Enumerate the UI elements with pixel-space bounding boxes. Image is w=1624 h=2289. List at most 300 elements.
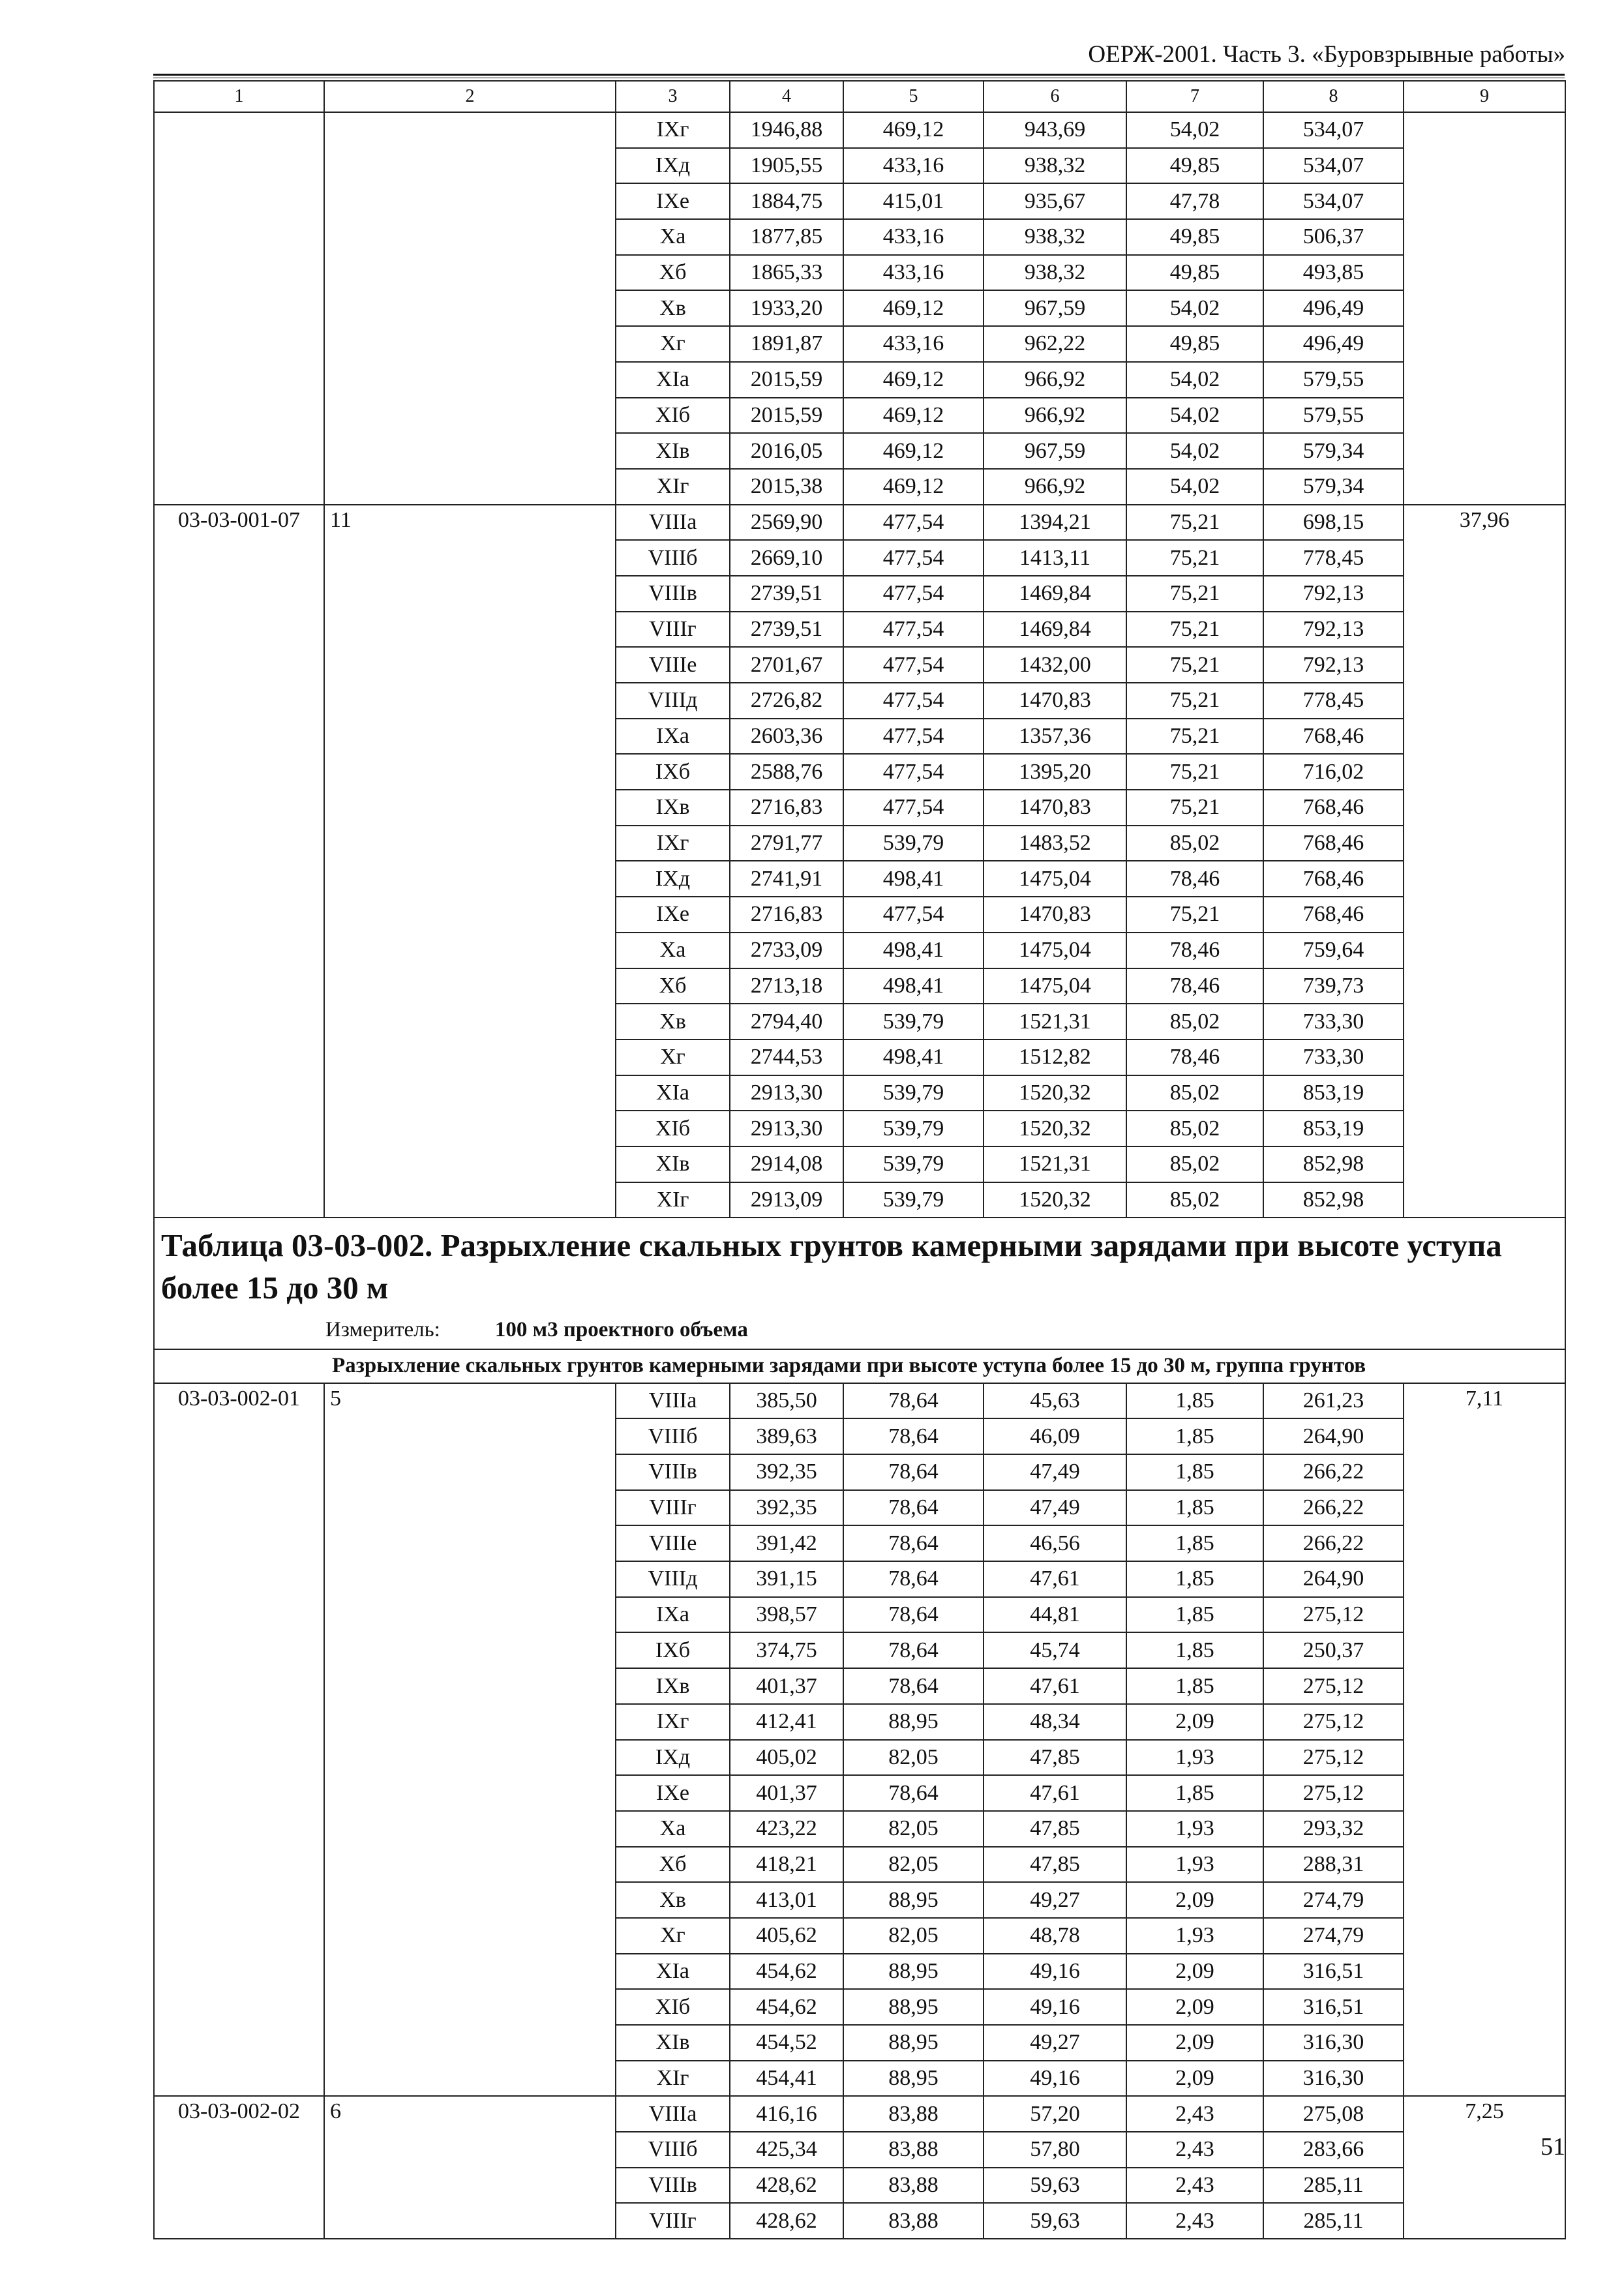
value-cell: 2,09 [1126,1954,1263,1990]
value-cell: 1521,31 [984,1004,1126,1040]
value-cell: 1357,36 [984,719,1126,755]
value-cell: 59,63 [984,2203,1126,2239]
value-cell: 78,64 [843,1632,984,1668]
value-cell: 78,64 [843,1525,984,1561]
value-cell: 967,59 [984,433,1126,469]
subgroup-cell: XIа [616,1954,730,1990]
value-cell: 477,54 [843,505,984,541]
value-cell: 85,02 [1126,1111,1263,1146]
value-cell: 416,16 [730,2096,843,2132]
value-cell: 54,02 [1126,112,1263,148]
value-cell: 1470,83 [984,683,1126,719]
value-cell: 392,35 [730,1490,843,1526]
value-cell: 2015,59 [730,362,843,398]
value-cell: 1483,52 [984,826,1126,861]
subgroup-cell: Xв [616,1004,730,1040]
group-cell [324,112,616,505]
value-cell: 2913,30 [730,1111,843,1146]
value-cell: 85,02 [1126,1075,1263,1111]
value-cell: 47,61 [984,1775,1126,1811]
value-cell: 477,54 [843,612,984,648]
value-cell: 1521,31 [984,1146,1126,1182]
value-cell: 398,57 [730,1597,843,1633]
value-cell: 2913,09 [730,1182,843,1218]
value-cell: 75,21 [1126,897,1263,933]
value-cell: 49,27 [984,1882,1126,1918]
value-cell: 392,35 [730,1454,843,1490]
value-cell: 405,62 [730,1918,843,1954]
value-cell: 45,74 [984,1632,1126,1668]
value-cell: 935,67 [984,183,1126,219]
subgroup-cell: IXе [616,1775,730,1811]
value-cell: 1884,75 [730,183,843,219]
value-cell: 539,79 [843,1146,984,1182]
rate-code-cell: 03-03-001-07 [154,505,324,1218]
value-cell: 1520,32 [984,1111,1126,1146]
value-cell: 274,79 [1263,1918,1404,1954]
value-cell: 1469,84 [984,612,1126,648]
value-cell: 275,12 [1263,1740,1404,1776]
value-cell: 88,95 [843,1954,984,1990]
subgroup-cell: XIв [616,2025,730,2061]
value-cell: 316,30 [1263,2061,1404,2097]
value-cell: 477,54 [843,647,984,683]
col9-cell: 37,96 [1404,505,1565,1218]
value-cell: 75,21 [1126,505,1263,541]
value-cell: 82,05 [843,1918,984,1954]
value-cell: 938,32 [984,219,1126,255]
value-cell: 82,05 [843,1847,984,1883]
subgroup-cell: IXе [616,897,730,933]
value-cell: 433,16 [843,326,984,362]
value-cell: 88,95 [843,1882,984,1918]
value-cell: 1475,04 [984,861,1126,897]
value-cell: 78,46 [1126,861,1263,897]
value-cell: 1413,11 [984,540,1126,576]
value-cell: 1,93 [1126,1740,1263,1776]
subgroup-cell: XIв [616,433,730,469]
value-cell: 47,78 [1126,183,1263,219]
value-cell: 2794,40 [730,1004,843,1040]
value-cell: 739,73 [1263,968,1404,1004]
value-cell: 1469,84 [984,576,1126,612]
measure-row [154,1312,1565,1349]
value-cell: 1,85 [1126,1525,1263,1561]
subgroup-cell: IXв [616,1668,730,1704]
value-cell: 75,21 [1126,540,1263,576]
value-cell: 496,49 [1263,326,1404,362]
value-cell: 266,22 [1263,1454,1404,1490]
subgroup-cell: IXа [616,719,730,755]
value-cell: 1395,20 [984,754,1126,790]
value-cell: 1520,32 [984,1075,1126,1111]
column-number: 7 [1126,81,1263,112]
value-cell: 78,46 [1126,1040,1263,1075]
value-cell: 469,12 [843,290,984,326]
value-cell: 47,85 [984,1740,1126,1776]
value-cell: 85,02 [1126,826,1263,861]
header-rule [153,74,1565,76]
value-cell: 405,02 [730,1740,843,1776]
value-cell: 46,56 [984,1525,1126,1561]
value-cell: 2015,38 [730,469,843,505]
subgroup-cell: Xг [616,1918,730,1954]
subgroup-cell: VIIIв [616,576,730,612]
value-cell: 2914,08 [730,1146,843,1182]
value-cell: 316,51 [1263,1989,1404,2025]
subgroup-cell: IXг [616,1704,730,1740]
value-cell: 2,09 [1126,1989,1263,2025]
value-cell: 477,54 [843,719,984,755]
subgroup-cell: VIIIб [616,540,730,576]
value-cell: 2569,90 [730,505,843,541]
value-cell: 418,21 [730,1847,843,1883]
rate-code-cell [154,112,324,505]
value-cell: 57,80 [984,2132,1126,2168]
subgroup-cell: IXе [616,183,730,219]
value-cell: 54,02 [1126,469,1263,505]
subgroup-cell: VIIIа [616,505,730,541]
subgroup-cell: Xа [616,1811,730,1847]
value-cell: 78,64 [843,1383,984,1419]
value-cell: 493,85 [1263,255,1404,291]
group-cell: 5 [324,1383,616,2097]
value-cell: 1905,55 [730,148,843,184]
value-cell: 1865,33 [730,255,843,291]
value-cell: 374,75 [730,1632,843,1668]
subgroup-cell: VIIIа [616,1383,730,1419]
value-cell: 2739,51 [730,576,843,612]
value-cell: 469,12 [843,433,984,469]
value-cell: 82,05 [843,1811,984,1847]
column-number: 8 [1263,81,1404,112]
value-cell: 768,46 [1263,719,1404,755]
rate-code-cell: 03-03-002-02 [154,2096,324,2239]
value-cell: 579,34 [1263,433,1404,469]
value-cell: 49,85 [1126,255,1263,291]
value-cell: 1,93 [1126,1847,1263,1883]
measure-unit: 100 м3 проектного объема [494,1318,748,1342]
subgroup-cell: Xа [616,933,730,968]
value-cell: 85,02 [1126,1004,1263,1040]
page-number: 51 [1541,2133,1565,2161]
column-numbers-row [154,81,1565,112]
value-cell: 733,30 [1263,1004,1404,1040]
value-cell: 75,21 [1126,790,1263,826]
value-cell: 506,37 [1263,219,1404,255]
value-cell: 962,22 [984,326,1126,362]
value-cell: 768,46 [1263,897,1404,933]
value-cell: 75,21 [1126,647,1263,683]
value-cell: 792,13 [1263,576,1404,612]
subgroup-cell: VIIIб [616,2132,730,2168]
value-cell: 2913,30 [730,1075,843,1111]
table-row [154,1383,1565,1419]
value-cell: 966,92 [984,362,1126,398]
rates-table [153,80,1566,2239]
value-cell: 852,98 [1263,1146,1404,1182]
value-cell: 275,08 [1263,2096,1404,2132]
value-cell: 78,46 [1126,933,1263,968]
value-cell: 1,85 [1126,1383,1263,1419]
value-cell: 1,85 [1126,1632,1263,1668]
subgroup-cell: Xб [616,968,730,1004]
value-cell: 454,41 [730,2061,843,2097]
value-cell: 47,85 [984,1811,1126,1847]
column-number: 6 [984,81,1126,112]
value-cell: 498,41 [843,933,984,968]
value-cell: 47,61 [984,1561,1126,1597]
value-cell: 1933,20 [730,290,843,326]
value-cell: 1891,87 [730,326,843,362]
value-cell: 88,95 [843,2025,984,2061]
value-cell: 534,07 [1263,148,1404,184]
value-cell: 477,54 [843,576,984,612]
subgroup-cell: VIIIг [616,2203,730,2239]
group-cell: 11 [324,505,616,1218]
value-cell: 716,02 [1263,754,1404,790]
value-cell: 415,01 [843,183,984,219]
value-cell: 433,16 [843,255,984,291]
value-cell: 2733,09 [730,933,843,968]
subgroup-cell: XIб [616,1111,730,1146]
value-cell: 264,90 [1263,1561,1404,1597]
value-cell: 75,21 [1126,719,1263,755]
value-cell: 1,85 [1126,1668,1263,1704]
value-cell: 768,46 [1263,826,1404,861]
subgroup-cell: XIа [616,362,730,398]
value-cell: 2726,82 [730,683,843,719]
value-cell: 2,09 [1126,1882,1263,1918]
value-cell: 78,64 [843,1490,984,1526]
value-cell: 85,02 [1126,1182,1263,1218]
value-cell: 428,62 [730,2203,843,2239]
value-cell: 47,61 [984,1668,1126,1704]
value-cell: 54,02 [1126,398,1263,434]
value-cell: 57,20 [984,2096,1126,2132]
value-cell: 469,12 [843,469,984,505]
value-cell: 413,01 [730,1882,843,1918]
value-cell: 1470,83 [984,897,1126,933]
value-cell: 54,02 [1126,290,1263,326]
value-cell: 1475,04 [984,968,1126,1004]
value-cell: 78,64 [843,1775,984,1811]
value-cell: 477,54 [843,897,984,933]
value-cell: 78,64 [843,1561,984,1597]
value-cell: 285,11 [1263,2168,1404,2204]
table-title: Таблица 03-03-002. Разрыхление скальных грунтов камерными зарядами при высоте уступа более 15 до 30 м [154,1218,1565,1311]
value-cell: 1,85 [1126,1597,1263,1633]
value-cell: 1,85 [1126,1561,1263,1597]
subgroup-cell: Xв [616,290,730,326]
value-cell: 85,02 [1126,1146,1263,1182]
value-cell: 2,09 [1126,1704,1263,1740]
subgroup-cell: VIIIд [616,683,730,719]
column-number: 2 [324,81,616,112]
value-cell: 477,54 [843,683,984,719]
group-heading: Разрыхление скальных грунтов камерными зарядами при высоте уступа более 15 до 30 м, группа грунтов [154,1349,1565,1383]
value-cell: 1512,82 [984,1040,1126,1075]
value-cell: 1,85 [1126,1775,1263,1811]
measure-cell [154,1312,1565,1349]
subgroup-cell: XIг [616,2061,730,2097]
value-cell: 275,12 [1263,1597,1404,1633]
subgroup-cell: IXг [616,112,730,148]
subgroup-cell: Xа [616,219,730,255]
value-cell: 293,32 [1263,1811,1404,1847]
value-cell: 733,30 [1263,1040,1404,1075]
subgroup-cell: VIIIв [616,2168,730,2204]
value-cell: 385,50 [730,1383,843,1419]
subgroup-cell: IXг [616,826,730,861]
col9-cell: 7,25 [1404,2096,1565,2239]
value-cell: 78,64 [843,1418,984,1454]
group-heading-row [154,1349,1565,1383]
value-cell: 469,12 [843,112,984,148]
value-cell: 423,22 [730,1811,843,1847]
column-number: 1 [154,81,324,112]
value-cell: 425,34 [730,2132,843,2168]
value-cell: 88,95 [843,2061,984,2097]
value-cell: 49,16 [984,2061,1126,2097]
value-cell: 2015,59 [730,398,843,434]
value-cell: 54,02 [1126,362,1263,398]
value-cell: 539,79 [843,1004,984,1040]
subgroup-cell: Xг [616,326,730,362]
value-cell: 698,15 [1263,505,1404,541]
value-cell: 966,92 [984,398,1126,434]
value-cell: 2669,10 [730,540,843,576]
value-cell: 469,12 [843,398,984,434]
value-cell: 792,13 [1263,612,1404,648]
value-cell: 78,64 [843,1454,984,1490]
subgroup-cell: XIг [616,469,730,505]
subgroup-cell: IXа [616,1597,730,1633]
value-cell: 966,92 [984,469,1126,505]
value-cell: 316,51 [1263,1954,1404,1990]
value-cell: 469,12 [843,362,984,398]
value-cell: 477,54 [843,790,984,826]
value-cell: 2744,53 [730,1040,843,1075]
column-number: 3 [616,81,730,112]
value-cell: 1,85 [1126,1418,1263,1454]
value-cell: 47,85 [984,1847,1126,1883]
value-cell: 477,54 [843,754,984,790]
value-cell: 539,79 [843,1182,984,1218]
value-cell: 477,54 [843,540,984,576]
value-cell: 428,62 [730,2168,843,2204]
subgroup-cell: IXд [616,148,730,184]
subgroup-cell: IXв [616,790,730,826]
value-cell: 83,88 [843,2096,984,2132]
value-cell: 316,30 [1263,2025,1404,2061]
value-cell: 88,95 [843,1989,984,2025]
value-cell: 274,79 [1263,1882,1404,1918]
value-cell: 2603,36 [730,719,843,755]
subgroup-cell: IXд [616,861,730,897]
value-cell: 83,88 [843,2203,984,2239]
running-header: ОЕРЖ-2001. Часть 3. «Буровзрывные работы» [1088,41,1565,68]
value-cell: 454,62 [730,1989,843,2025]
subgroup-cell: XIа [616,1075,730,1111]
value-cell: 454,62 [730,1954,843,1990]
value-cell: 498,41 [843,968,984,1004]
subgroup-cell: XIв [616,1146,730,1182]
value-cell: 2,43 [1126,2168,1263,2204]
value-cell: 2,09 [1126,2061,1263,2097]
value-cell: 579,34 [1263,469,1404,505]
value-cell: 389,63 [730,1418,843,1454]
value-cell: 1520,32 [984,1182,1126,1218]
value-cell: 498,41 [843,861,984,897]
subgroup-cell: VIIIб [616,1418,730,1454]
value-cell: 261,23 [1263,1383,1404,1419]
value-cell: 433,16 [843,148,984,184]
value-cell: 454,52 [730,2025,843,2061]
value-cell: 45,63 [984,1383,1126,1419]
table-row [154,2096,1565,2132]
value-cell: 48,34 [984,1704,1126,1740]
value-cell: 88,95 [843,1704,984,1740]
value-cell: 778,45 [1263,540,1404,576]
value-cell: 768,46 [1263,861,1404,897]
value-cell: 1877,85 [730,219,843,255]
subgroup-cell: VIIIг [616,612,730,648]
value-cell: 47,49 [984,1490,1126,1526]
value-cell: 1946,88 [730,112,843,148]
value-cell: 59,63 [984,2168,1126,2204]
subgroup-cell: VIIIв [616,1454,730,1490]
value-cell: 266,22 [1263,1490,1404,1526]
value-cell: 48,78 [984,1918,1126,1954]
value-cell: 391,42 [730,1525,843,1561]
value-cell: 401,37 [730,1775,843,1811]
rate-code-cell: 03-03-002-01 [154,1383,324,2097]
value-cell: 44,81 [984,1597,1126,1633]
value-cell: 498,41 [843,1040,984,1075]
value-cell: 768,46 [1263,790,1404,826]
value-cell: 275,12 [1263,1704,1404,1740]
value-cell: 778,45 [1263,683,1404,719]
value-cell: 1470,83 [984,790,1126,826]
value-cell: 266,22 [1263,1525,1404,1561]
value-cell: 2,43 [1126,2203,1263,2239]
value-cell: 250,37 [1263,1632,1404,1668]
value-cell: 1394,21 [984,505,1126,541]
subgroup-cell: Xб [616,1847,730,1883]
value-cell: 2,09 [1126,2025,1263,2061]
value-cell: 938,32 [984,255,1126,291]
subgroup-cell: VIIIг [616,1490,730,1526]
value-cell: 539,79 [843,826,984,861]
value-cell: 967,59 [984,290,1126,326]
value-cell: 853,19 [1263,1075,1404,1111]
col9-cell [1404,112,1565,505]
value-cell: 2,43 [1126,2096,1263,2132]
value-cell: 49,85 [1126,148,1263,184]
value-cell: 2713,18 [730,968,843,1004]
value-cell: 2716,83 [730,790,843,826]
value-cell: 54,02 [1126,433,1263,469]
value-cell: 285,11 [1263,2203,1404,2239]
value-cell: 1,85 [1126,1490,1263,1526]
value-cell: 288,31 [1263,1847,1404,1883]
value-cell: 49,27 [984,2025,1126,2061]
value-cell: 391,15 [730,1561,843,1597]
subgroup-cell: IXб [616,754,730,790]
value-cell: 792,13 [1263,647,1404,683]
value-cell: 1,93 [1126,1918,1263,1954]
